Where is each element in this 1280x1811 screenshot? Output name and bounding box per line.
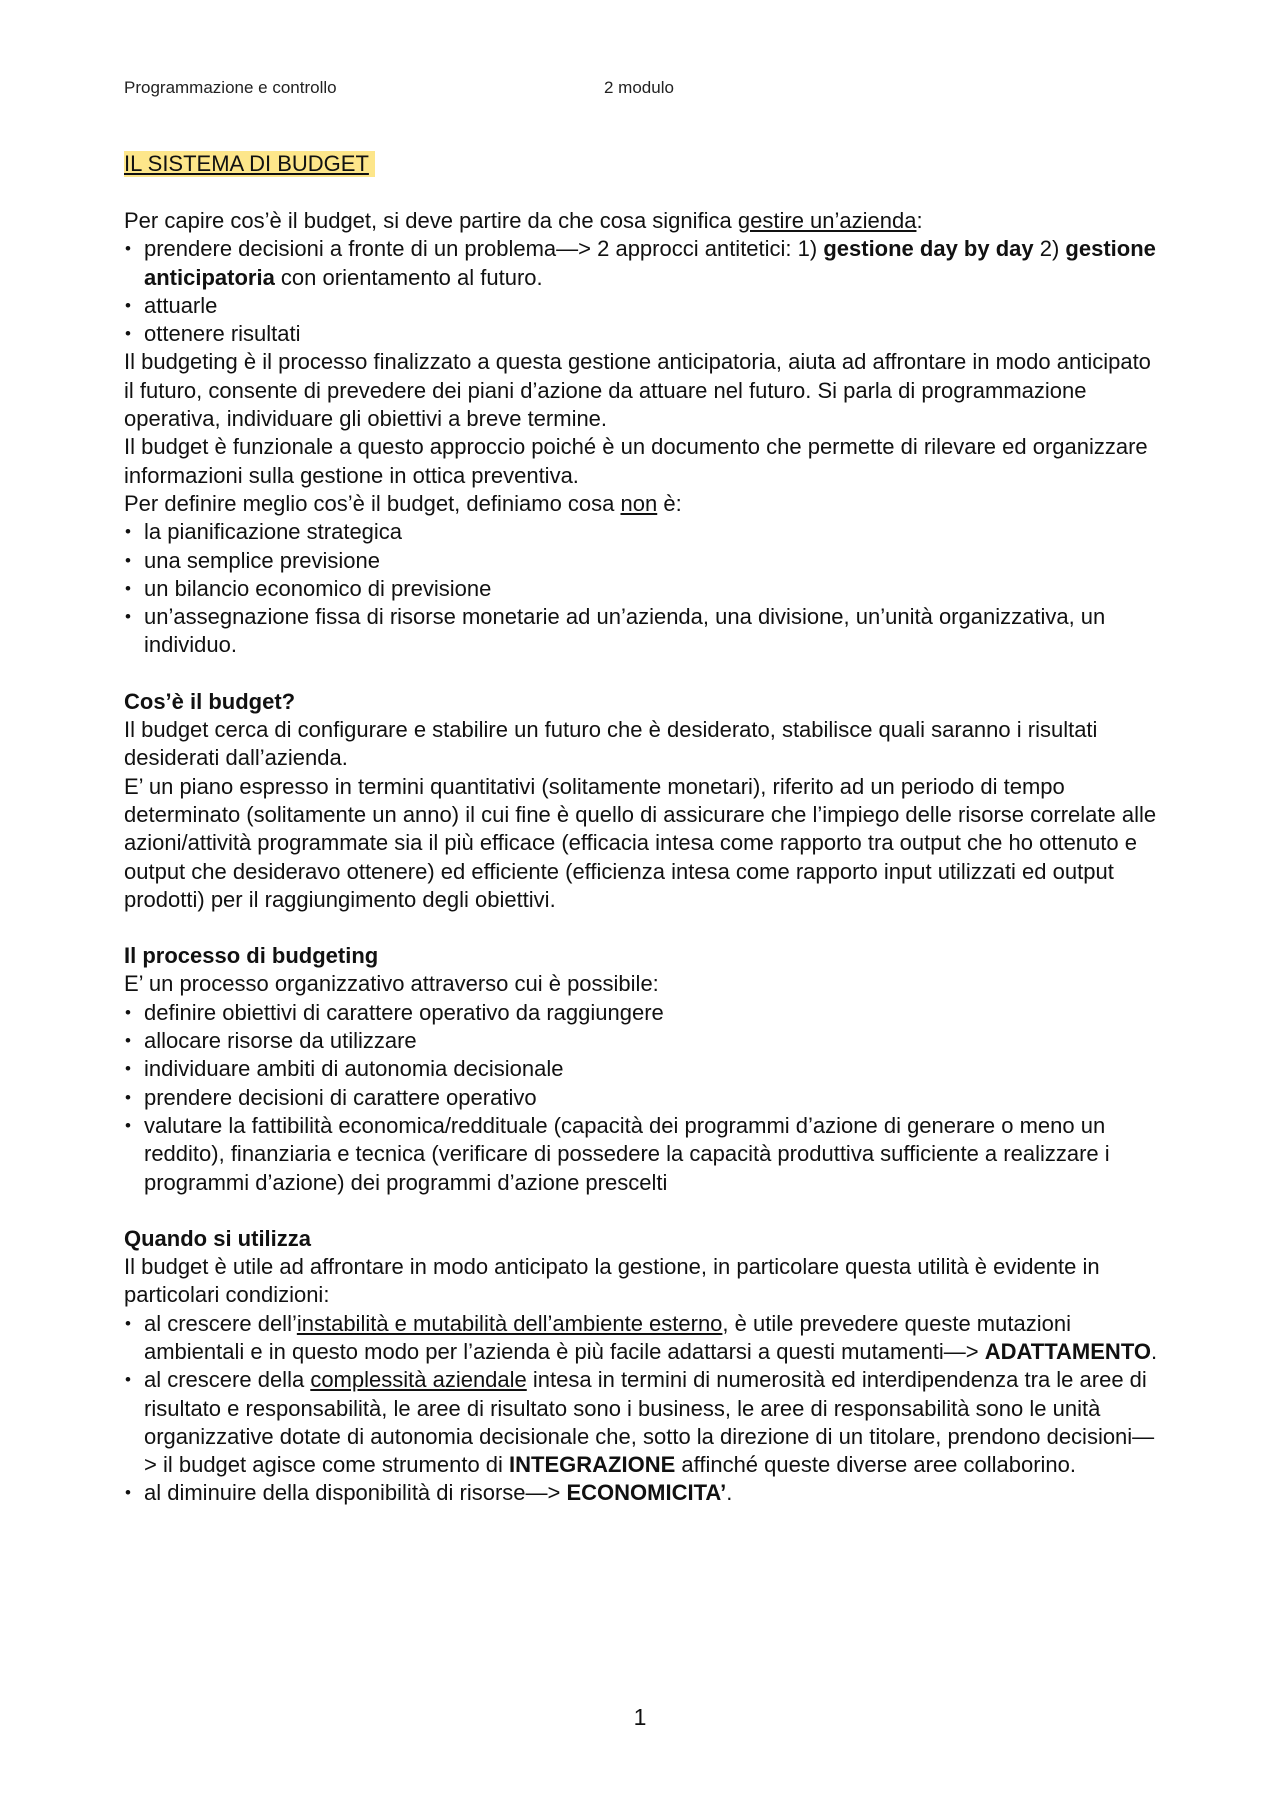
list-item: • attuarle <box>124 292 1164 320</box>
paragraph: Il budget è utile ad affrontare in modo anticipato la gestione, in particolare questa utilità è evidente in particolari condizioni: <box>124 1254 1100 1308</box>
bold-term: gestione anticipatoria <box>144 236 1156 290</box>
definition-text: Per definire meglio cos’è il budget, definiamo cosa <box>124 490 621 516</box>
list-item <box>124 235 1164 292</box>
list-item-text: 2) <box>1033 236 1066 262</box>
definition-text: è: <box>657 490 682 516</box>
list-item: • definire obiettivi di carattere operativo da raggiungere <box>124 999 1164 1027</box>
document-title: IL SISTEMA DI BUDGET <box>124 151 375 177</box>
header-module: 2 modulo <box>604 78 674 97</box>
underlined-term: non <box>620 490 658 516</box>
intro-line <box>124 207 1164 235</box>
list-item-text: . <box>726 1480 733 1506</box>
list-item <box>124 1479 1164 1507</box>
intro-underlined-term: gestire un’azienda <box>737 208 917 233</box>
document-body <box>124 150 1164 1508</box>
bold-term: INTEGRAZIONE <box>509 1452 676 1478</box>
paragraph: Il budget cerca di configurare e stabilire un futuro che è desiderato, stabilisce quali saranno i risultati desiderati dall’azienda. <box>124 717 1098 771</box>
header-course: Programmazione e controllo <box>124 78 337 97</box>
list-item: • prendere decisioni di carattere operativo <box>124 1084 1164 1112</box>
page-header <box>124 78 674 98</box>
intro-line-text: Per capire cos’è il budget, si deve partire da che cosa significa <box>124 208 738 233</box>
list-item: • ottenere risultati <box>124 320 1164 348</box>
when-list <box>124 1310 1164 1508</box>
section-heading-what: Cos’è il budget? <box>124 688 296 714</box>
list-item: • una semplice previsione <box>124 547 1164 575</box>
list-item-text: affinché queste diverse aree collaborino. <box>675 1452 1077 1478</box>
paragraph: Il budget è funzionale a questo approccio poiché è un documento che permette di rilevare ed organizzare informazioni sulla gestione in ottica preventiva. <box>124 434 1148 488</box>
list-item <box>124 1366 1164 1479</box>
list-item: • un bilancio economico di previsione <box>124 575 1164 603</box>
list-item <box>124 1310 1164 1367</box>
intro-list <box>124 235 1164 348</box>
list-item-text: con orientamento al futuro. <box>274 264 543 290</box>
section-heading-process: Il processo di budgeting <box>124 943 379 969</box>
list-item: • allocare risorse da utilizzare <box>124 1027 1164 1055</box>
definition-line <box>124 490 1164 518</box>
bold-term: ADATTAMENTO <box>984 1338 1151 1364</box>
paragraph: Il budgeting è il processo finalizzato a questa gestione anticipatoria, aiuta ad affrontare in modo anticipato il futuro, consente di prevedere dei piani d’azione da attuare nel futuro. Si parla di programmazione operativa, individuare gli obiettivi a breve termine. <box>124 349 1151 432</box>
process-list <box>124 999 1164 1197</box>
list-item-text: al crescere dell’ <box>144 1310 297 1336</box>
list-item: • un’assegnazione fissa di risorse monetarie ad un’azienda, una divisione, un’unità organizzativa, un individuo. <box>124 603 1164 660</box>
list-item-text: al diminuire della disponibilità di risorse—> <box>144 1480 567 1506</box>
list-item-text: prendere decisioni a fronte di un problema—> 2 approcci antitetici: 1) <box>144 236 824 262</box>
underlined-term: complessità aziendale <box>310 1367 527 1393</box>
list-item: • individuare ambiti di autonomia decisionale <box>124 1055 1164 1083</box>
list-item-text: al crescere della <box>144 1367 311 1393</box>
list-item-text: intesa in termini di numerosità ed interdipendenza tra le aree di risultato e responsabilità, le aree di risultato sono i business, le aree di responsabilità sono le unità organizzative dotate di autonomia decisionale che, sotto la direzione di un titolare, prendono decisioni—> il budget agisce come strumento di <box>144 1367 1155 1478</box>
list-item-text: , è utile prevedere queste mutazioni ambientali e in questo modo per l’azienda è più facile adattarsi a questi mutamenti—> <box>144 1310 1071 1364</box>
bold-term: gestione day by day <box>823 236 1034 262</box>
not-budget-list <box>124 518 1164 659</box>
list-item: • la pianificazione strategica <box>124 518 1164 546</box>
list-item-text: . <box>1150 1338 1158 1364</box>
intro-line-end: : <box>916 208 923 233</box>
bold-term: ECONOMICITA’ <box>566 1480 727 1506</box>
section-heading-when: Quando si utilizza <box>124 1225 312 1251</box>
underlined-term: instabilità e mutabilità dell’ambiente esterno <box>296 1310 723 1336</box>
paragraph: E’ un piano espresso in termini quantitativi (solitamente monetari), riferito ad un periodo di tempo determinato (solitamente un anno) il cui fine è quello di assicurare che l’impiego delle risorse correlate alle azioni/attività programmate sia il più efficace (efficacia intesa come rapporto tra output che ho ottenuto e output che desideravo ottenere) ed efficiente (efficienza intesa come rapporto input utilizzati ed output prodotti) per il raggiungimento degli obiettivi. <box>124 773 1157 912</box>
list-item: • valutare la fattibilità economica/reddituale (capacità dei programmi d’azione di generare o meno un reddito), finanziaria e tecnica (verificare di possedere la capacità produttiva sufficiente a realizzare i programmi d’azione) dei programmi d’azione prescelti <box>124 1112 1164 1197</box>
paragraph: E’ un processo organizzativo attraverso cui è possibile: <box>124 971 659 997</box>
page-number: 1 <box>633 1704 647 1730</box>
